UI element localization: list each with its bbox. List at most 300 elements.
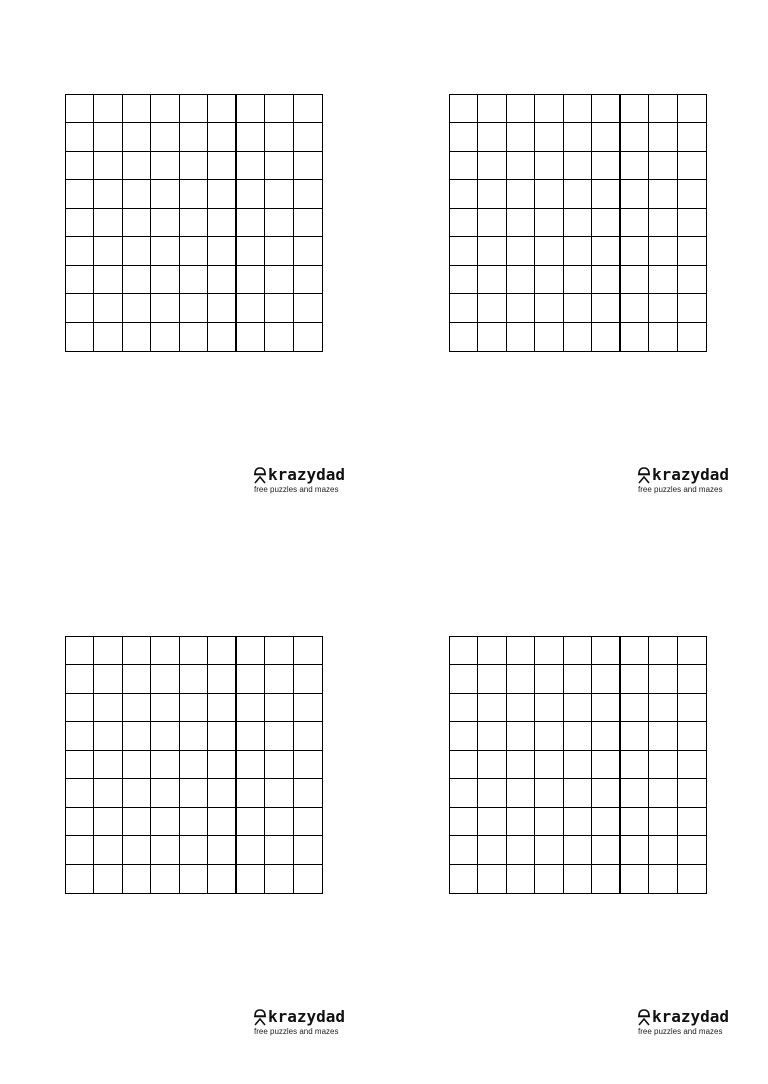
grid-cell [621,180,649,208]
grid-cell [94,209,122,237]
grid-cell [564,294,592,322]
grid-cell [208,665,236,693]
grid-cell [564,694,592,722]
grid-cell [649,808,677,836]
grid-cell [94,751,122,779]
grid-cell [66,294,94,322]
grid-cell [237,152,265,180]
grid-cell [151,266,179,294]
grid-cell [450,294,478,322]
grid-cell [123,694,151,722]
grid-cell [507,808,535,836]
grid-cell [478,665,506,693]
grid-cell [265,836,293,864]
grid-cell [66,808,94,836]
grid-cell [265,266,293,294]
grid-cell [208,751,236,779]
grid-cell [621,637,649,665]
grid-cell [507,865,535,893]
krazydad-face-logo-icon [637,1008,651,1026]
grid-cell [621,665,649,693]
grid-cell [265,637,293,665]
grid-cell [294,152,322,180]
grid-cell [294,722,322,750]
grid-cell [592,323,620,351]
grid-cell [180,722,208,750]
grid-cell [123,637,151,665]
puzzle-grid [449,94,707,352]
grid-cell [564,266,592,294]
puzzle-panel-3 [0,542,384,1084]
grid-cell [180,152,208,180]
grid-cell [237,722,265,750]
grid-cell [237,694,265,722]
grid-cell [649,95,677,123]
grid-cell [265,95,293,123]
grid-cell [564,836,592,864]
grid-cell [649,152,677,180]
grid-cell [294,294,322,322]
grid-cell [294,865,322,893]
grid-cell [208,294,236,322]
grid-cell [592,123,620,151]
grid-cell [678,779,706,807]
grid-cell [294,694,322,722]
krazydad-face-logo-icon [253,1008,267,1026]
grid-cell [180,123,208,151]
brand-tagline: free puzzles and mazes [638,485,723,494]
grid-cell [450,123,478,151]
grid-cell [478,152,506,180]
grid-cell [208,209,236,237]
grid-cell [478,323,506,351]
grid-cell [180,180,208,208]
grid-cell [535,637,563,665]
grid-cell [94,808,122,836]
grid-cell [564,209,592,237]
grid-cell [66,836,94,864]
grid-cell [180,808,208,836]
grid-cell [66,180,94,208]
grid-cell [535,95,563,123]
grid-cell [507,209,535,237]
grid-cell [507,694,535,722]
grid-cell [564,323,592,351]
grid-cell [265,865,293,893]
grid-cell [123,152,151,180]
grid-cell [294,779,322,807]
grid-cell [678,637,706,665]
puzzle-grid [65,636,323,894]
grid-cell [237,266,265,294]
grid-cell [507,180,535,208]
grid-cell [478,865,506,893]
grid-cell [649,865,677,893]
grid-cell [621,152,649,180]
grid-cell [592,694,620,722]
grid-cell [678,266,706,294]
grid-cell [564,637,592,665]
grid-cell [535,865,563,893]
grid-cell [649,323,677,351]
grid-cell [94,266,122,294]
grid-cell [478,266,506,294]
krazydad-logo [637,1007,747,1039]
grid-cell [180,209,208,237]
grid-cell [592,779,620,807]
grid-cell [535,266,563,294]
grid-cell [208,808,236,836]
grid-cell [592,751,620,779]
grid-cell [123,180,151,208]
grid-cell [94,123,122,151]
grid-cell [507,266,535,294]
grid-cell [678,180,706,208]
grid-cell [265,722,293,750]
brand-name: krazydad [652,1007,730,1026]
grid-cell [478,180,506,208]
grid-cell [535,665,563,693]
grid-cell [621,836,649,864]
grid-cell [151,123,179,151]
grid-cell [478,694,506,722]
grid-cell [265,152,293,180]
grid-cell [66,123,94,151]
grid-cell [151,779,179,807]
grid-cell [151,694,179,722]
grid-cell [535,152,563,180]
grid-cell [678,294,706,322]
grid-cell [94,294,122,322]
grid-cell [265,694,293,722]
grid-cell [180,294,208,322]
grid-cell [94,722,122,750]
grid-cell [237,180,265,208]
grid-cell [478,836,506,864]
grid-cell [535,836,563,864]
grid-cell [237,637,265,665]
grid-cell [450,237,478,265]
grid-cell [123,836,151,864]
grid-cell [294,266,322,294]
grid-cell [450,665,478,693]
grid-cell [678,751,706,779]
grid-cell [450,865,478,893]
grid-cell [94,237,122,265]
brand-tagline: free puzzles and mazes [254,485,339,494]
grid-cell [123,865,151,893]
grid-cell [294,95,322,123]
grid-cell [535,694,563,722]
grid-cell [507,294,535,322]
grid-cell [180,751,208,779]
grid-cell [180,779,208,807]
krazydad-logo [253,465,363,497]
grid-cell [151,209,179,237]
grid-cell [123,237,151,265]
grid-cell [237,865,265,893]
grid-cell [592,865,620,893]
grid-cell [621,209,649,237]
grid-cell [592,237,620,265]
grid-cell [678,722,706,750]
grid-cell [294,123,322,151]
grid-cell [450,808,478,836]
grid-cell [123,779,151,807]
grid-cell [478,237,506,265]
grid-cell [507,152,535,180]
grid-cell [592,294,620,322]
grid-cell [151,808,179,836]
grid-cell [621,865,649,893]
grid-cell [564,152,592,180]
grid-cell [507,123,535,151]
grid-cell [649,209,677,237]
grid-cell [180,637,208,665]
grid-cell [478,123,506,151]
grid-cell [151,865,179,893]
grid-cell [450,722,478,750]
grid-cell [123,751,151,779]
grid-cell [94,152,122,180]
grid-cell [180,665,208,693]
grid-cell [535,808,563,836]
grid-cell [535,123,563,151]
grid-cell [208,237,236,265]
grid-cell [649,237,677,265]
grid-cell [592,808,620,836]
grid-cell [678,209,706,237]
grid-cell [151,95,179,123]
grid-cell [237,209,265,237]
grid-cell [450,694,478,722]
grid-cell [564,865,592,893]
grid-cell [535,323,563,351]
grid-cell [649,779,677,807]
grid-cell [265,209,293,237]
grid-cell [237,836,265,864]
grid-cell [66,152,94,180]
grid-cell [478,294,506,322]
puzzle-panel-1 [0,0,384,542]
grid-cell [294,323,322,351]
grid-cell [208,722,236,750]
grid-cell [450,779,478,807]
grid-cell [592,836,620,864]
grid-cell [621,294,649,322]
grid-cell [208,180,236,208]
grid-cell [507,722,535,750]
grid-cell [151,722,179,750]
grid-cell [535,294,563,322]
grid-cell [592,266,620,294]
grid-cell [265,808,293,836]
grid-cell [265,237,293,265]
krazydad-logo [253,1007,363,1039]
grid-cell [94,95,122,123]
puzzle-grid [449,636,707,894]
grid-cell [180,323,208,351]
grid-cell [66,323,94,351]
grid-cell [123,323,151,351]
grid-cell [507,323,535,351]
grid-cell [592,152,620,180]
grid-cell [151,152,179,180]
grid-cell [678,152,706,180]
puzzle-panel-2 [384,0,768,542]
grid-cell [564,665,592,693]
grid-cell [94,665,122,693]
puzzle-grid [65,94,323,352]
grid-cell [621,694,649,722]
grid-cell [478,779,506,807]
grid-cell [678,95,706,123]
grid-cell [123,123,151,151]
grid-cell [237,323,265,351]
grid-cell [208,323,236,351]
grid-cell [123,722,151,750]
grid-cell [507,665,535,693]
grid-cell [564,751,592,779]
grid-cell [265,665,293,693]
grid-cell [507,95,535,123]
grid-cell [450,209,478,237]
grid-cell [66,751,94,779]
grid-cell [180,694,208,722]
grid-cell [123,665,151,693]
grid-cell [535,237,563,265]
krazydad-logo [637,465,747,497]
brand-name: krazydad [268,1007,346,1026]
grid-cell [507,637,535,665]
grid-cell [123,294,151,322]
grid-cell [294,808,322,836]
grid-cell [592,722,620,750]
grid-cell [478,209,506,237]
grid-cell [678,865,706,893]
grid-cell [208,123,236,151]
grid-cell [649,751,677,779]
grid-cell [535,180,563,208]
grid-cell [265,779,293,807]
grid-cell [450,180,478,208]
grid-cell [208,694,236,722]
grid-cell [478,808,506,836]
krazydad-face-logo-icon [253,466,267,484]
grid-cell [265,123,293,151]
grid-cell [678,237,706,265]
grid-cell [678,694,706,722]
grid-cell [180,95,208,123]
grid-cell [265,294,293,322]
grid-cell [237,237,265,265]
grid-cell [180,865,208,893]
grid-cell [66,237,94,265]
grid-cell [564,722,592,750]
grid-cell [66,95,94,123]
grid-cell [208,95,236,123]
grid-cell [621,323,649,351]
grid-cell [294,665,322,693]
grid-cell [564,808,592,836]
grid-cell [649,722,677,750]
grid-cell [123,808,151,836]
grid-cell [621,266,649,294]
grid-cell [66,209,94,237]
grid-cell [621,751,649,779]
grid-cell [621,808,649,836]
grid-cell [237,123,265,151]
grid-cell [151,237,179,265]
grid-cell [678,836,706,864]
grid-cell [66,865,94,893]
grid-cell [478,95,506,123]
grid-cell [208,779,236,807]
grid-cell [294,836,322,864]
grid-cell [592,209,620,237]
grid-cell [564,237,592,265]
grid-cell [649,266,677,294]
grid-cell [564,779,592,807]
grid-cell [564,180,592,208]
grid-cell [535,779,563,807]
grid-cell [123,95,151,123]
krazydad-face-logo-icon [637,466,651,484]
grid-cell [208,865,236,893]
grid-cell [151,665,179,693]
grid-cell [649,294,677,322]
grid-cell [237,751,265,779]
grid-cell [94,865,122,893]
grid-cell [180,836,208,864]
grid-cell [180,266,208,294]
grid-cell [678,323,706,351]
grid-cell [450,751,478,779]
grid-cell [592,180,620,208]
grid-cell [535,722,563,750]
grid-cell [151,836,179,864]
grid-cell [180,237,208,265]
grid-cell [621,237,649,265]
grid-cell [123,266,151,294]
grid-cell [478,722,506,750]
grid-cell [94,323,122,351]
grid-cell [592,665,620,693]
grid-cell [478,637,506,665]
grid-cell [237,95,265,123]
grid-cell [564,95,592,123]
puzzle-panel-4 [384,542,768,1084]
grid-cell [94,779,122,807]
grid-cell [678,665,706,693]
grid-cell [649,694,677,722]
grid-cell [621,123,649,151]
grid-cell [592,95,620,123]
grid-cell [649,180,677,208]
grid-cell [66,694,94,722]
grid-cell [450,637,478,665]
grid-cell [94,694,122,722]
grid-cell [208,152,236,180]
brand-name: krazydad [652,465,730,484]
grid-cell [450,323,478,351]
brand-name: krazydad [268,465,346,484]
grid-cell [265,323,293,351]
grid-cell [208,266,236,294]
grid-cell [507,751,535,779]
grid-cell [265,180,293,208]
grid-cell [66,637,94,665]
